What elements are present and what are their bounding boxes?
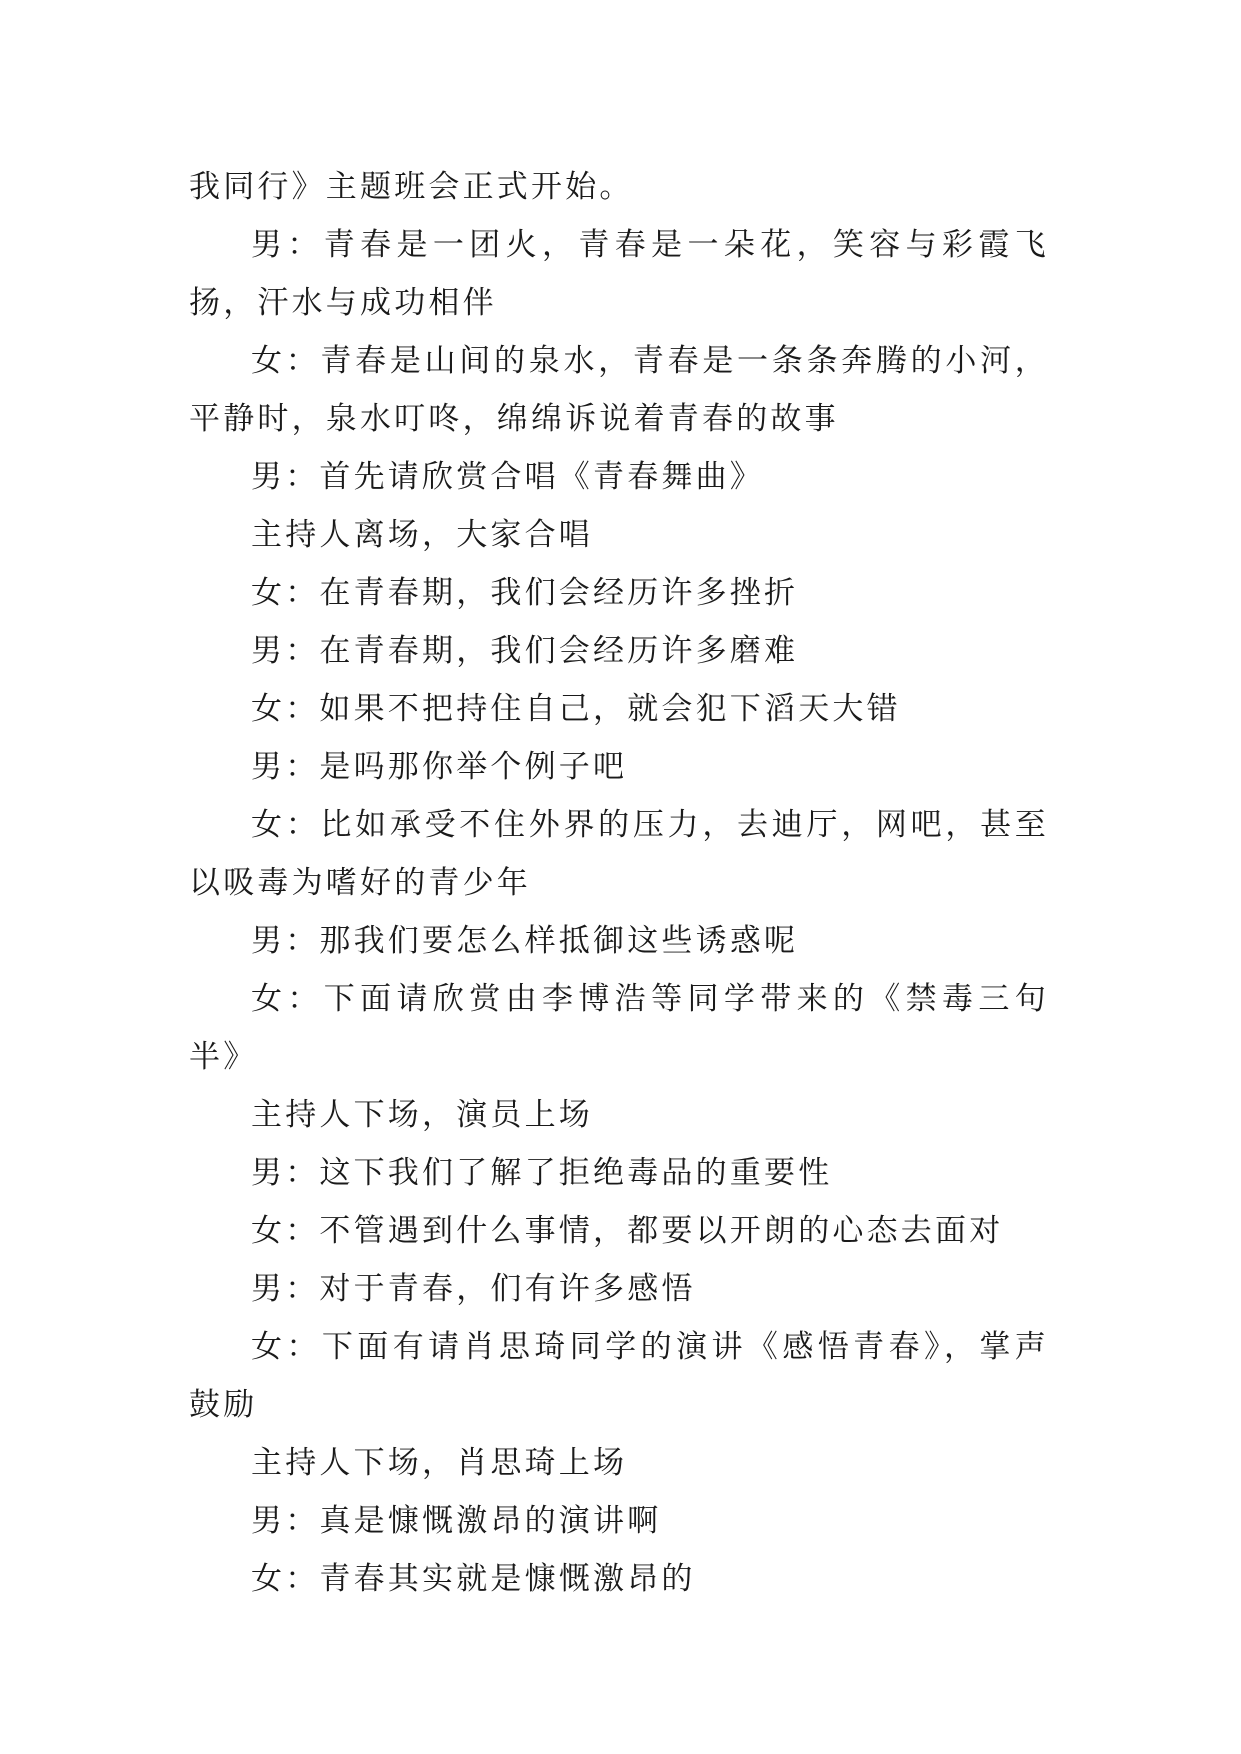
paragraph: 主持人下场，演员上场 (251, 1097, 593, 1133)
paragraph: 男：这下我们了解了拒绝毒品的重要性 (251, 1155, 833, 1191)
paragraph: 女：不管遇到什么事情，都要以开朗的心态去面对 (251, 1213, 1004, 1249)
paragraph: 女：青春是山间的泉水，青春是一条条奔腾的小河，平静时，泉水叮咚，绵绵诉说着青春的故事 (189, 343, 1049, 437)
paragraph: 男：那我们要怎么样抵御这些诱惑呢 (251, 923, 799, 959)
paragraph: 我同行》主题班会正式开始。 (189, 169, 634, 205)
paragraph: 男：是吗那你举个例子吧 (251, 749, 628, 785)
paragraph: 主持人离场，大家合唱 (251, 517, 593, 553)
document-body (189, 158, 1049, 1608)
paragraph: 男：对于青春，们有许多感悟 (251, 1271, 696, 1307)
paragraph: 男：在青春期，我们会经历许多磨难 (251, 633, 799, 669)
paragraph: 女：青春其实就是慷慨激昂的 (251, 1561, 696, 1597)
paragraph: 主持人下场，肖思琦上场 (251, 1445, 628, 1481)
paragraph: 女：在青春期，我们会经历许多挫折 (251, 575, 799, 611)
paragraph: 女：比如承受不住外界的压力，去迪厅，网吧，甚至以吸毒为嗜好的青少年 (189, 807, 1049, 901)
paragraph: 男：真是慷慨激昂的演讲啊 (251, 1503, 662, 1539)
paragraph: 男：首先请欣赏合唱《青春舞曲》 (251, 459, 764, 495)
paragraph: 女：下面有请肖思琦同学的演讲《感悟青春》，掌声鼓励 (189, 1329, 1049, 1423)
paragraph: 女：如果不把持住自己，就会犯下滔天大错 (251, 691, 901, 727)
paragraph: 男：青春是一团火，青春是一朵花，笑容与彩霞飞扬，汗水与成功相伴 (189, 227, 1049, 321)
paragraph: 女：下面请欣赏由李博浩等同学带来的《禁毒三句半》 (189, 981, 1049, 1075)
